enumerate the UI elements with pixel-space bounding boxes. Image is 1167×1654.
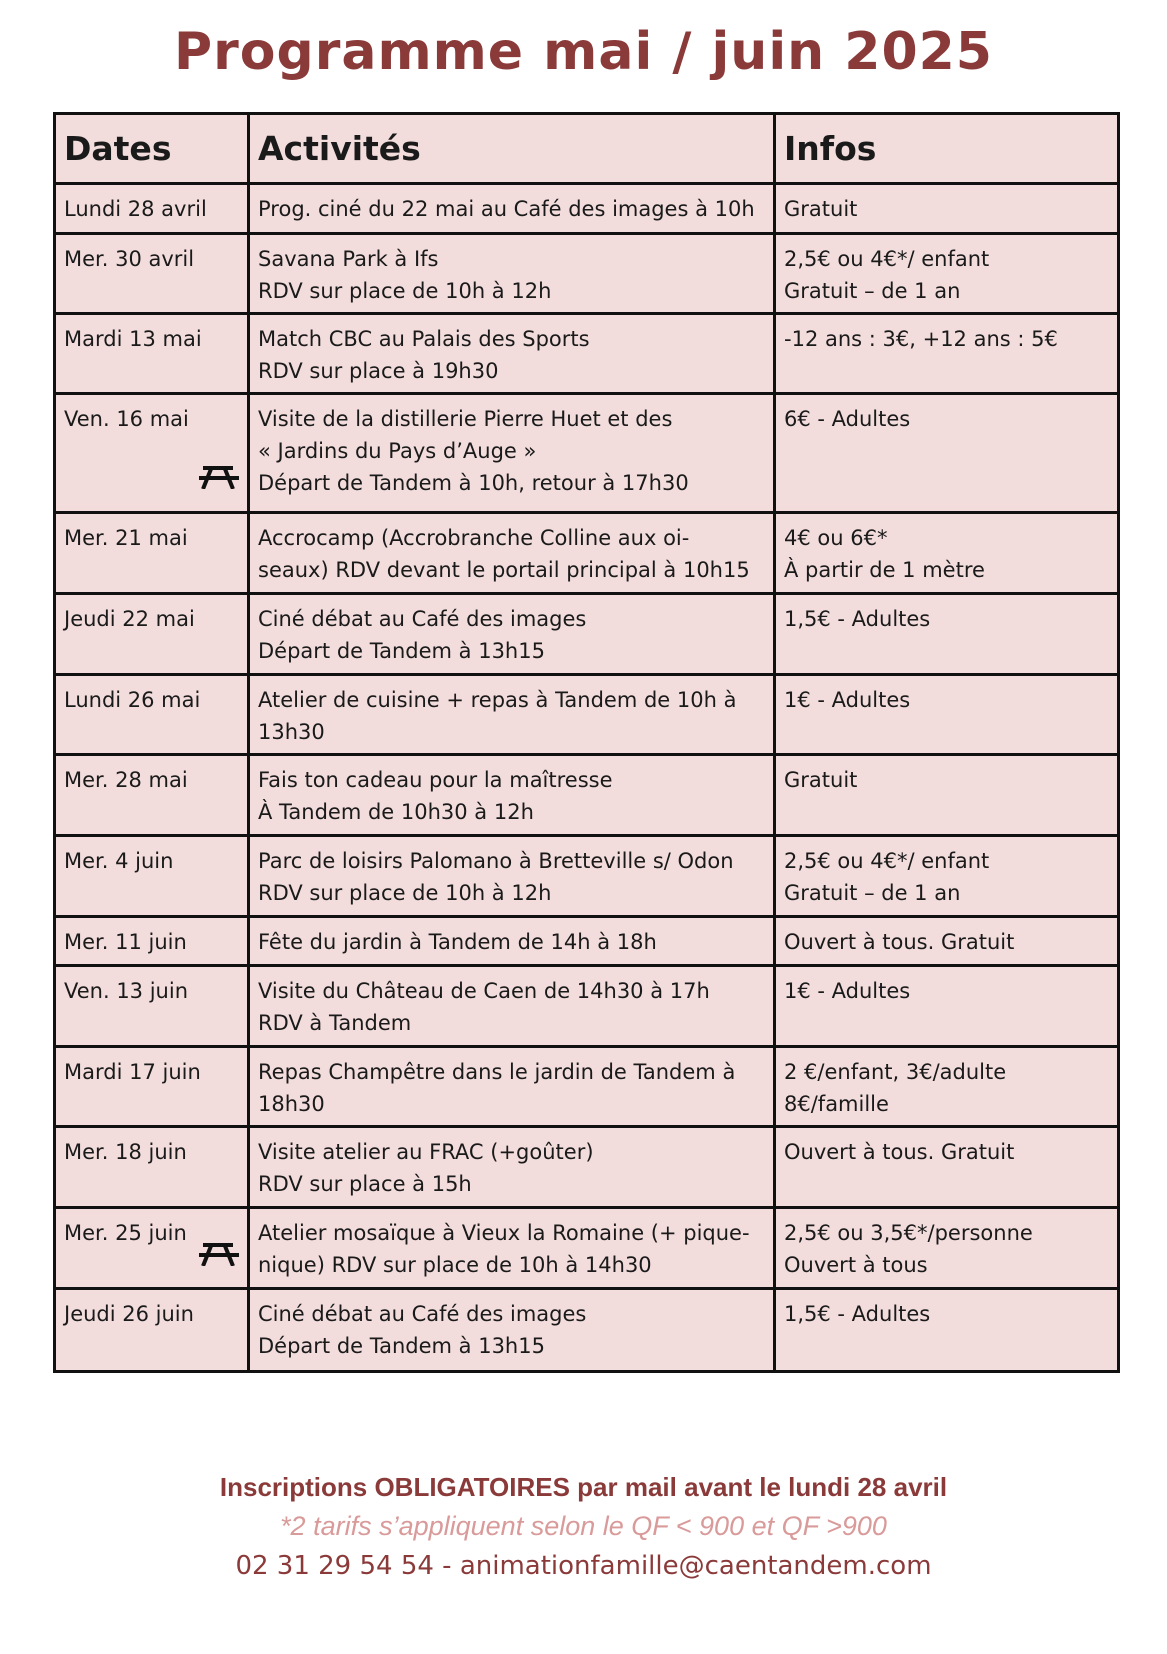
date-cell bbox=[55, 755, 249, 836]
info-cell: 1,5€ - Adultes bbox=[775, 594, 1119, 675]
info-cell: 2,5€ ou 4€*/ enfant Gratuit – de 1 an bbox=[775, 836, 1119, 917]
page-title: Programme mai / juin 2025 bbox=[174, 22, 993, 82]
table-row bbox=[55, 513, 1119, 594]
date-text: Jeudi 26 juin bbox=[64, 1302, 194, 1326]
activity-cell: Visite atelier au FRAC (+goûter) RDV sur place à 15h bbox=[249, 1127, 775, 1208]
info-cell: 1,5€ - Adultes bbox=[775, 1289, 1119, 1372]
date-text: Mer. 11 juin bbox=[64, 930, 187, 954]
info-cell: Ouvert à tous. Gratuit bbox=[775, 917, 1119, 966]
header-dates: Dates bbox=[55, 114, 249, 184]
info-cell: Ouvert à tous. Gratuit bbox=[775, 1127, 1119, 1208]
info-cell: 1€ - Adultes bbox=[775, 966, 1119, 1047]
activity-cell: Atelier de cuisine + repas à Tandem de 10h à 13h30 bbox=[249, 675, 775, 755]
date-text: Mer. 25 juin bbox=[64, 1221, 187, 1245]
table-row bbox=[55, 1127, 1119, 1208]
activity-cell: Fais ton cadeau pour la maîtresse À Tandem de 10h30 à 12h bbox=[249, 755, 775, 836]
table-row bbox=[55, 675, 1119, 755]
date-cell bbox=[55, 966, 249, 1047]
table-row bbox=[55, 917, 1119, 966]
activity-cell: Visite de la distillerie Pierre Huet et des « Jardins du Pays d’Auge » Départ de Tandem à 10h, retour à 17h30 bbox=[249, 394, 775, 513]
date-cell bbox=[55, 394, 249, 513]
picnic-table-icon bbox=[199, 465, 239, 489]
info-cell: Gratuit bbox=[775, 755, 1119, 836]
date-text: Ven. 13 juin bbox=[64, 979, 189, 1003]
date-text: Mer. 30 avril bbox=[64, 247, 195, 271]
date-text: Lundi 26 mai bbox=[64, 688, 201, 712]
date-cell bbox=[55, 594, 249, 675]
registration-notice: Inscriptions OBLIGATOIRES par mail avant le lundi 28 avril bbox=[219, 1472, 948, 1502]
info-cell: 6€ - Adultes bbox=[775, 394, 1119, 513]
date-cell bbox=[55, 184, 249, 234]
date-cell bbox=[55, 1047, 249, 1127]
table-row bbox=[55, 836, 1119, 917]
activity-cell: Accrocamp (Accrobranche Colline aux oi- seaux) RDV devant le portail principal à 10h15 bbox=[249, 513, 775, 594]
table-row bbox=[55, 594, 1119, 675]
table-row bbox=[55, 314, 1119, 394]
date-text: Jeudi 22 mai bbox=[64, 607, 195, 631]
table-row bbox=[55, 966, 1119, 1047]
header-activities: Activités bbox=[249, 114, 775, 184]
activity-cell: Ciné débat au Café des images Départ de Tandem à 13h15 bbox=[249, 1289, 775, 1372]
date-text: Mardi 17 juin bbox=[64, 1060, 201, 1084]
info-cell: 2 €/enfant, 3€/adulte 8€/famille bbox=[775, 1047, 1119, 1127]
date-cell bbox=[55, 1289, 249, 1372]
activity-cell: Match CBC au Palais des Sports RDV sur place à 19h30 bbox=[249, 314, 775, 394]
date-text: Ven. 16 mai bbox=[64, 407, 189, 431]
table-header-row bbox=[55, 114, 1119, 184]
date-text: Mer. 28 mai bbox=[64, 768, 188, 792]
picnic-table-icon bbox=[199, 1242, 239, 1266]
date-cell bbox=[55, 513, 249, 594]
info-cell: -12 ans : 3€, +12 ans : 5€ bbox=[775, 314, 1119, 394]
activity-cell: Fête du jardin à Tandem de 14h à 18h bbox=[249, 917, 775, 966]
date-text: Mer. 4 juin bbox=[64, 849, 174, 873]
date-cell bbox=[55, 917, 249, 966]
table-row bbox=[55, 1047, 1119, 1127]
date-cell bbox=[55, 314, 249, 394]
activity-cell: Savana Park à Ifs RDV sur place de 10h à 12h bbox=[249, 234, 775, 314]
activity-cell: Parc de loisirs Palomano à Bretteville s/ Odon RDV sur place de 10h à 12h bbox=[249, 836, 775, 917]
date-text: Lundi 28 avril bbox=[64, 197, 207, 221]
table-row bbox=[55, 1208, 1119, 1289]
activity-cell: Visite du Château de Caen de 14h30 à 17h RDV à Tandem bbox=[249, 966, 775, 1047]
header-infos: Infos bbox=[775, 114, 1119, 184]
info-cell: 4€ ou 6€* À partir de 1 mètre bbox=[775, 513, 1119, 594]
table-row bbox=[55, 394, 1119, 513]
activity-cell: Prog. ciné du 22 mai au Café des images à 10h bbox=[249, 184, 775, 234]
schedule-table bbox=[53, 112, 1120, 1373]
date-text: Mer. 18 juin bbox=[64, 1140, 187, 1164]
date-cell bbox=[55, 675, 249, 755]
info-cell: 2,5€ ou 4€*/ enfant Gratuit – de 1 an bbox=[775, 234, 1119, 314]
date-cell bbox=[55, 836, 249, 917]
schedule-body bbox=[55, 184, 1119, 1372]
date-text: Mer. 21 mai bbox=[64, 526, 188, 550]
date-cell bbox=[55, 234, 249, 314]
date-cell bbox=[55, 1127, 249, 1208]
table-row bbox=[55, 1289, 1119, 1372]
info-cell: Gratuit bbox=[775, 184, 1119, 234]
table-row bbox=[55, 234, 1119, 314]
date-cell bbox=[55, 1208, 249, 1289]
activity-cell: Repas Champêtre dans le jardin de Tandem à 18h30 bbox=[249, 1047, 775, 1127]
contact-info: 02 31 29 54 54 - animationfamille@caentandem.com bbox=[235, 1551, 932, 1581]
pricing-note: *2 tarifs s’appliquent selon le QF < 900 et QF >900 bbox=[280, 1511, 887, 1541]
table-row bbox=[55, 755, 1119, 836]
activity-cell: Ciné débat au Café des images Départ de Tandem à 13h15 bbox=[249, 594, 775, 675]
activity-cell: Atelier mosaïque à Vieux la Romaine (+ pique- nique) RDV sur place de 10h à 14h30 bbox=[249, 1208, 775, 1289]
info-cell: 2,5€ ou 3,5€*/personne Ouvert à tous bbox=[775, 1208, 1119, 1289]
info-cell: 1€ - Adultes bbox=[775, 675, 1119, 755]
date-text: Mardi 13 mai bbox=[64, 327, 202, 351]
table-row bbox=[55, 184, 1119, 234]
